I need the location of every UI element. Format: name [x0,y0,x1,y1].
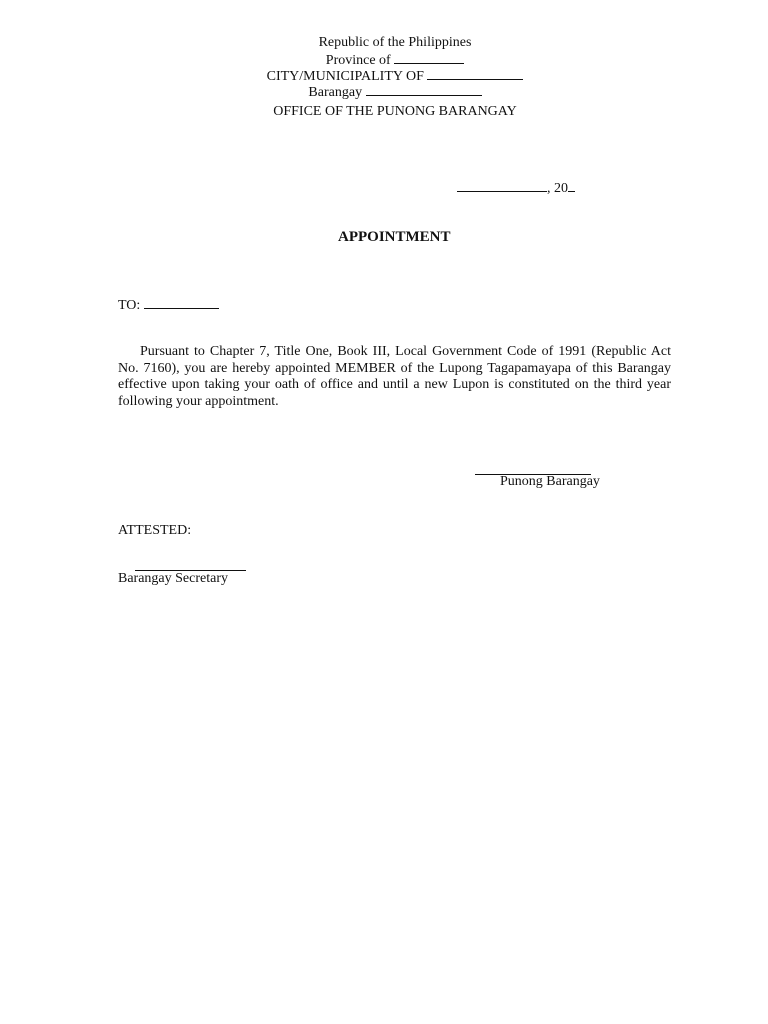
to-line [118,296,219,314]
to-label: TO: [118,298,141,313]
header-republic: Republic of the Philippines [318,35,472,50]
punong-barangay-title: Punong Barangay [500,474,600,489]
date-month-day-blank[interactable] [457,179,547,192]
city-municipality-blank[interactable] [427,67,523,80]
date-line [457,179,575,197]
province-blank[interactable] [394,51,464,64]
document-title: APPOINTMENT [338,229,451,245]
header-office: OFFICE OF THE PUNONG BARANGAY [273,104,517,119]
barangay-blank[interactable] [366,83,482,96]
header-barangay: Barangay [0,83,768,101]
date-separator: , 20 [547,181,568,196]
date-year-blank[interactable] [568,179,575,192]
recipient-blank[interactable] [144,296,219,309]
header-city-municipality: CITY/MUNICIPALITY OF [0,67,768,85]
attested-label: ATTESTED: [118,523,192,538]
appointment-body: Pursuant to Chapter 7, Title One, Book III, Local Government Code of 1991 (Republic Act No. 7160), you are hereby appointed MEMBER of the Lupong Tagapamayapa of this Barangay effective upon taking your oath of office and until a new Lupon is constituted on the third year following your appointment. [118,344,671,409]
barangay-secretary-title: Barangay Secretary [118,571,228,586]
header-province: Province of [0,51,768,69]
